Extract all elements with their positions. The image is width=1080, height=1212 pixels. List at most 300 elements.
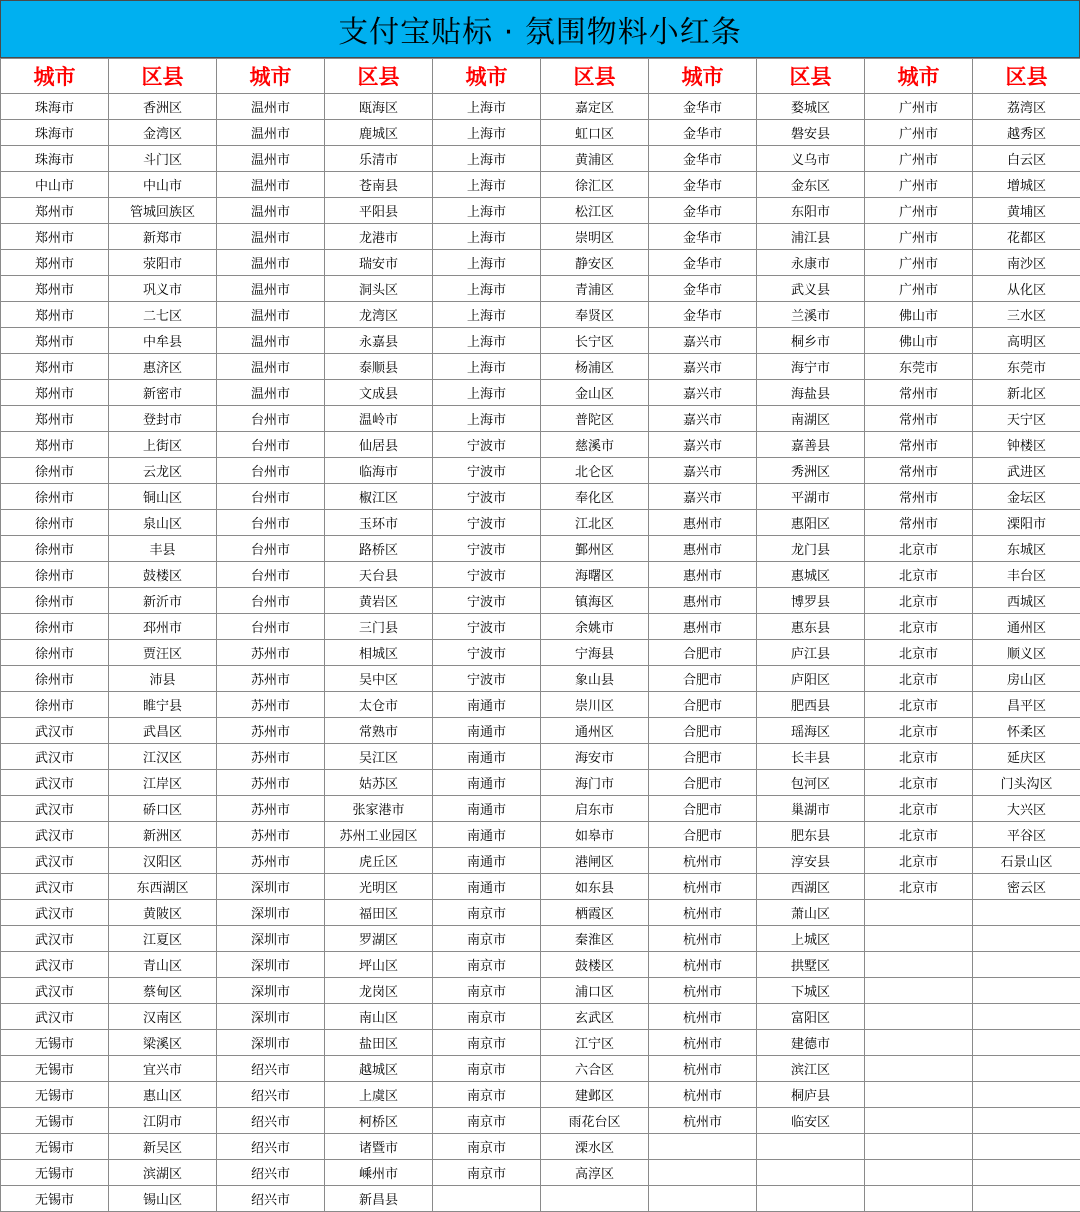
city-cell [865, 978, 973, 1004]
district-cell: 昌平区 [973, 692, 1080, 718]
city-cell: 徐州市 [1, 692, 109, 718]
city-cell: 金华市 [649, 198, 757, 224]
table-row [1, 536, 1080, 562]
city-cell: 嘉兴市 [649, 432, 757, 458]
table-row [1, 718, 1080, 744]
city-cell: 北京市 [865, 770, 973, 796]
city-cell [433, 1186, 541, 1212]
city-cell: 常州市 [865, 510, 973, 536]
city-cell: 上海市 [433, 224, 541, 250]
city-cell: 广州市 [865, 146, 973, 172]
district-cell: 钟楼区 [973, 432, 1080, 458]
district-cell: 杨浦区 [541, 354, 649, 380]
district-cell: 路桥区 [325, 536, 433, 562]
district-cell: 龙港市 [325, 224, 433, 250]
table-row [1, 1160, 1080, 1186]
district-cell: 房山区 [973, 666, 1080, 692]
city-cell: 郑州市 [1, 380, 109, 406]
district-cell: 金山区 [541, 380, 649, 406]
district-cell: 上街区 [109, 432, 217, 458]
district-cell: 增城区 [973, 172, 1080, 198]
city-cell [865, 1004, 973, 1030]
city-cell: 郑州市 [1, 276, 109, 302]
district-cell: 虎丘区 [325, 848, 433, 874]
district-cell: 东城区 [973, 536, 1080, 562]
city-cell: 南通市 [433, 744, 541, 770]
table-row [1, 1082, 1080, 1108]
district-cell: 江岸区 [109, 770, 217, 796]
district-cell: 东西湖区 [109, 874, 217, 900]
city-cell: 杭州市 [649, 1082, 757, 1108]
district-cell: 福田区 [325, 900, 433, 926]
district-cell: 武进区 [973, 458, 1080, 484]
table-row [1, 432, 1080, 458]
district-cell: 玉环市 [325, 510, 433, 536]
table-row [1, 874, 1080, 900]
district-cell: 普陀区 [541, 406, 649, 432]
district-cell: 瑞安市 [325, 250, 433, 276]
city-cell: 深圳市 [217, 900, 325, 926]
district-cell: 柯桥区 [325, 1108, 433, 1134]
city-cell: 金华市 [649, 302, 757, 328]
city-cell: 上海市 [433, 146, 541, 172]
district-cell: 巢湖市 [757, 796, 865, 822]
table-body [1, 94, 1080, 1212]
district-cell: 新吴区 [109, 1134, 217, 1160]
table-row [1, 458, 1080, 484]
city-cell [649, 1160, 757, 1186]
city-cell: 珠海市 [1, 120, 109, 146]
city-cell: 南通市 [433, 718, 541, 744]
table-row [1, 354, 1080, 380]
table-row [1, 328, 1080, 354]
district-cell: 中山市 [109, 172, 217, 198]
district-cell: 海门市 [541, 770, 649, 796]
city-cell: 徐州市 [1, 536, 109, 562]
district-cell: 松江区 [541, 198, 649, 224]
city-cell: 惠州市 [649, 536, 757, 562]
city-cell: 上海市 [433, 198, 541, 224]
city-cell: 北京市 [865, 848, 973, 874]
city-cell: 温州市 [217, 328, 325, 354]
city-cell: 苏州市 [217, 848, 325, 874]
table-row [1, 900, 1080, 926]
city-cell: 武汉市 [1, 978, 109, 1004]
district-cell: 梁溪区 [109, 1030, 217, 1056]
district-cell: 云龙区 [109, 458, 217, 484]
district-cell: 江夏区 [109, 926, 217, 952]
district-cell: 萧山区 [757, 900, 865, 926]
district-cell: 平阳县 [325, 198, 433, 224]
district-cell: 宜兴市 [109, 1056, 217, 1082]
district-cell: 上虞区 [325, 1082, 433, 1108]
city-cell: 郑州市 [1, 224, 109, 250]
city-cell: 深圳市 [217, 952, 325, 978]
table-row [1, 1056, 1080, 1082]
district-cell: 栖霞区 [541, 900, 649, 926]
district-cell: 南沙区 [973, 250, 1080, 276]
district-cell: 贾汪区 [109, 640, 217, 666]
district-cell: 肥西县 [757, 692, 865, 718]
city-cell [865, 1186, 973, 1212]
city-cell: 苏州市 [217, 770, 325, 796]
city-cell: 上海市 [433, 250, 541, 276]
district-cell: 雨花台区 [541, 1108, 649, 1134]
district-cell [973, 978, 1080, 1004]
district-cell: 庐江县 [757, 640, 865, 666]
table-row [1, 510, 1080, 536]
district-cell: 青山区 [109, 952, 217, 978]
table-row [1, 302, 1080, 328]
city-cell: 杭州市 [649, 952, 757, 978]
district-cell: 越秀区 [973, 120, 1080, 146]
table-row [1, 978, 1080, 1004]
city-cell: 常州市 [865, 458, 973, 484]
district-cell: 秀洲区 [757, 458, 865, 484]
district-cell: 永康市 [757, 250, 865, 276]
city-cell: 上海市 [433, 94, 541, 120]
city-cell: 台州市 [217, 510, 325, 536]
city-cell: 武汉市 [1, 770, 109, 796]
city-district-table [0, 58, 1080, 1212]
city-cell: 台州市 [217, 458, 325, 484]
district-cell: 蔡甸区 [109, 978, 217, 1004]
city-cell: 南通市 [433, 848, 541, 874]
table-row [1, 848, 1080, 874]
district-cell: 丰县 [109, 536, 217, 562]
city-cell: 北京市 [865, 874, 973, 900]
city-cell: 台州市 [217, 484, 325, 510]
city-cell: 武汉市 [1, 1004, 109, 1030]
district-cell: 高淳区 [541, 1160, 649, 1186]
district-cell: 延庆区 [973, 744, 1080, 770]
table-row [1, 666, 1080, 692]
city-cell: 武汉市 [1, 900, 109, 926]
city-cell: 北京市 [865, 562, 973, 588]
city-cell: 宁波市 [433, 640, 541, 666]
city-cell: 常州市 [865, 432, 973, 458]
district-cell: 南湖区 [757, 406, 865, 432]
district-cell: 武昌区 [109, 718, 217, 744]
city-cell [865, 900, 973, 926]
city-cell: 深圳市 [217, 1004, 325, 1030]
table-row [1, 796, 1080, 822]
city-cell: 南京市 [433, 1082, 541, 1108]
city-cell: 金华市 [649, 172, 757, 198]
district-cell: 石景山区 [973, 848, 1080, 874]
district-cell: 新沂市 [109, 588, 217, 614]
district-cell [973, 1030, 1080, 1056]
district-cell: 怀柔区 [973, 718, 1080, 744]
city-cell: 合肥市 [649, 640, 757, 666]
district-cell: 黄浦区 [541, 146, 649, 172]
city-cell: 南通市 [433, 796, 541, 822]
city-cell: 绍兴市 [217, 1108, 325, 1134]
district-cell: 坪山区 [325, 952, 433, 978]
city-cell: 惠州市 [649, 588, 757, 614]
city-cell: 徐州市 [1, 666, 109, 692]
table-row [1, 588, 1080, 614]
district-cell: 通州区 [541, 718, 649, 744]
table-row [1, 744, 1080, 770]
city-cell: 无锡市 [1, 1030, 109, 1056]
city-cell: 北京市 [865, 588, 973, 614]
table-row [1, 1004, 1080, 1030]
district-cell: 巩义市 [109, 276, 217, 302]
district-cell: 桐庐县 [757, 1082, 865, 1108]
district-cell: 婺城区 [757, 94, 865, 120]
city-cell [865, 926, 973, 952]
district-cell: 管城回族区 [109, 198, 217, 224]
city-cell: 郑州市 [1, 198, 109, 224]
table-row [1, 822, 1080, 848]
city-cell: 北京市 [865, 822, 973, 848]
header-city: 城市 [649, 59, 757, 94]
city-cell: 绍兴市 [217, 1134, 325, 1160]
city-cell: 南京市 [433, 1108, 541, 1134]
district-cell: 海曙区 [541, 562, 649, 588]
district-cell: 嵊州市 [325, 1160, 433, 1186]
district-cell: 新郑市 [109, 224, 217, 250]
district-cell: 天宁区 [973, 406, 1080, 432]
city-cell: 广州市 [865, 172, 973, 198]
district-cell: 长丰县 [757, 744, 865, 770]
city-cell: 无锡市 [1, 1082, 109, 1108]
city-cell: 苏州市 [217, 640, 325, 666]
city-cell: 合肥市 [649, 744, 757, 770]
city-cell: 佛山市 [865, 328, 973, 354]
city-cell: 嘉兴市 [649, 328, 757, 354]
city-cell: 上海市 [433, 328, 541, 354]
district-cell: 启东市 [541, 796, 649, 822]
city-cell: 台州市 [217, 588, 325, 614]
city-cell: 温州市 [217, 302, 325, 328]
district-cell: 高明区 [973, 328, 1080, 354]
table-row [1, 640, 1080, 666]
district-cell: 海盐县 [757, 380, 865, 406]
district-cell: 鹿城区 [325, 120, 433, 146]
district-cell: 慈溪市 [541, 432, 649, 458]
district-cell: 邳州市 [109, 614, 217, 640]
district-cell: 肥东县 [757, 822, 865, 848]
district-cell [757, 1160, 865, 1186]
city-cell: 深圳市 [217, 978, 325, 1004]
district-cell: 顺义区 [973, 640, 1080, 666]
district-cell: 吴江区 [325, 744, 433, 770]
district-cell: 汉阳区 [109, 848, 217, 874]
district-cell: 泰顺县 [325, 354, 433, 380]
header-district: 区县 [541, 59, 649, 94]
city-cell: 珠海市 [1, 146, 109, 172]
city-cell: 南京市 [433, 1160, 541, 1186]
district-cell: 静安区 [541, 250, 649, 276]
district-cell: 香洲区 [109, 94, 217, 120]
header-district: 区县 [325, 59, 433, 94]
district-cell: 平谷区 [973, 822, 1080, 848]
district-cell: 常熟市 [325, 718, 433, 744]
table-row [1, 1108, 1080, 1134]
city-cell: 台州市 [217, 614, 325, 640]
table-row [1, 406, 1080, 432]
city-cell: 武汉市 [1, 718, 109, 744]
district-cell: 惠阳区 [757, 510, 865, 536]
district-cell: 椒江区 [325, 484, 433, 510]
district-cell: 金湾区 [109, 120, 217, 146]
city-cell: 宁波市 [433, 666, 541, 692]
city-cell: 嘉兴市 [649, 484, 757, 510]
city-cell: 无锡市 [1, 1186, 109, 1212]
city-cell: 台州市 [217, 536, 325, 562]
district-cell: 东莞市 [973, 354, 1080, 380]
district-cell: 西城区 [973, 588, 1080, 614]
table-row [1, 1030, 1080, 1056]
district-cell: 徐汇区 [541, 172, 649, 198]
city-cell: 杭州市 [649, 1030, 757, 1056]
city-cell: 苏州市 [217, 692, 325, 718]
district-cell: 包河区 [757, 770, 865, 796]
table-row [1, 276, 1080, 302]
city-cell: 杭州市 [649, 874, 757, 900]
district-cell: 江汉区 [109, 744, 217, 770]
district-cell: 瓯海区 [325, 94, 433, 120]
city-cell: 南京市 [433, 1134, 541, 1160]
header-district: 区县 [757, 59, 865, 94]
district-cell: 黄埔区 [973, 198, 1080, 224]
city-cell: 台州市 [217, 406, 325, 432]
district-cell: 中牟县 [109, 328, 217, 354]
district-cell: 新洲区 [109, 822, 217, 848]
city-cell: 金华市 [649, 224, 757, 250]
city-cell: 温州市 [217, 354, 325, 380]
district-cell [973, 1160, 1080, 1186]
district-cell: 嘉定区 [541, 94, 649, 120]
city-cell: 中山市 [1, 172, 109, 198]
district-cell: 港闸区 [541, 848, 649, 874]
city-cell [649, 1134, 757, 1160]
district-cell: 从化区 [973, 276, 1080, 302]
district-cell: 下城区 [757, 978, 865, 1004]
district-cell: 建德市 [757, 1030, 865, 1056]
city-cell: 郑州市 [1, 328, 109, 354]
city-cell: 常州市 [865, 380, 973, 406]
district-cell: 武义县 [757, 276, 865, 302]
city-cell: 深圳市 [217, 874, 325, 900]
city-cell: 佛山市 [865, 302, 973, 328]
city-cell: 上海市 [433, 380, 541, 406]
district-cell: 龙湾区 [325, 302, 433, 328]
district-cell: 诸暨市 [325, 1134, 433, 1160]
district-cell: 黄岩区 [325, 588, 433, 614]
city-cell [865, 1134, 973, 1160]
district-cell: 龙门县 [757, 536, 865, 562]
header-district: 区县 [109, 59, 217, 94]
table-row [1, 770, 1080, 796]
city-cell: 上海市 [433, 354, 541, 380]
district-cell: 虹口区 [541, 120, 649, 146]
district-cell: 丰台区 [973, 562, 1080, 588]
city-cell: 宁波市 [433, 484, 541, 510]
district-cell [973, 926, 1080, 952]
district-cell [757, 1134, 865, 1160]
city-cell: 温州市 [217, 224, 325, 250]
city-cell: 温州市 [217, 380, 325, 406]
table-row [1, 484, 1080, 510]
district-cell: 北仑区 [541, 458, 649, 484]
city-cell: 北京市 [865, 744, 973, 770]
sheet-title: 支付宝贴标 · 氛围物料小红条 [0, 0, 1080, 58]
district-cell: 金坛区 [973, 484, 1080, 510]
district-cell: 滨江区 [757, 1056, 865, 1082]
district-cell: 临安区 [757, 1108, 865, 1134]
city-cell: 苏州市 [217, 796, 325, 822]
city-cell: 金华市 [649, 120, 757, 146]
district-cell: 浦口区 [541, 978, 649, 1004]
city-cell: 北京市 [865, 718, 973, 744]
city-cell: 徐州市 [1, 614, 109, 640]
district-cell: 惠城区 [757, 562, 865, 588]
district-cell: 东阳市 [757, 198, 865, 224]
header-city: 城市 [217, 59, 325, 94]
city-cell [865, 1160, 973, 1186]
district-cell: 新昌县 [325, 1186, 433, 1212]
district-cell: 苏州工业园区 [325, 822, 433, 848]
district-cell: 文成县 [325, 380, 433, 406]
district-cell: 越城区 [325, 1056, 433, 1082]
table-row [1, 120, 1080, 146]
district-cell: 花都区 [973, 224, 1080, 250]
district-cell: 温岭市 [325, 406, 433, 432]
table-row [1, 380, 1080, 406]
city-cell: 苏州市 [217, 718, 325, 744]
city-cell: 无锡市 [1, 1056, 109, 1082]
district-cell: 平湖市 [757, 484, 865, 510]
district-cell [973, 1004, 1080, 1030]
city-cell: 温州市 [217, 198, 325, 224]
city-cell: 绍兴市 [217, 1186, 325, 1212]
district-cell: 通州区 [973, 614, 1080, 640]
city-cell [865, 1108, 973, 1134]
district-cell: 二七区 [109, 302, 217, 328]
district-cell: 余姚市 [541, 614, 649, 640]
city-cell: 上海市 [433, 406, 541, 432]
district-cell: 江阴市 [109, 1108, 217, 1134]
city-cell: 台州市 [217, 432, 325, 458]
district-cell: 斗门区 [109, 146, 217, 172]
header-row [1, 59, 1080, 94]
city-cell: 珠海市 [1, 94, 109, 120]
city-cell: 东莞市 [865, 354, 973, 380]
district-cell: 瑶海区 [757, 718, 865, 744]
city-cell: 宁波市 [433, 536, 541, 562]
district-cell: 罗湖区 [325, 926, 433, 952]
city-cell: 郑州市 [1, 406, 109, 432]
city-cell: 徐州市 [1, 510, 109, 536]
district-cell: 新密市 [109, 380, 217, 406]
table-row [1, 562, 1080, 588]
city-cell: 徐州市 [1, 562, 109, 588]
city-cell: 广州市 [865, 224, 973, 250]
table-row [1, 926, 1080, 952]
district-cell: 嘉善县 [757, 432, 865, 458]
district-cell: 长宁区 [541, 328, 649, 354]
city-cell: 南通市 [433, 692, 541, 718]
city-cell: 北京市 [865, 796, 973, 822]
district-cell: 惠山区 [109, 1082, 217, 1108]
district-cell: 睢宁县 [109, 692, 217, 718]
city-cell [865, 952, 973, 978]
district-cell: 乐清市 [325, 146, 433, 172]
district-cell: 拱墅区 [757, 952, 865, 978]
